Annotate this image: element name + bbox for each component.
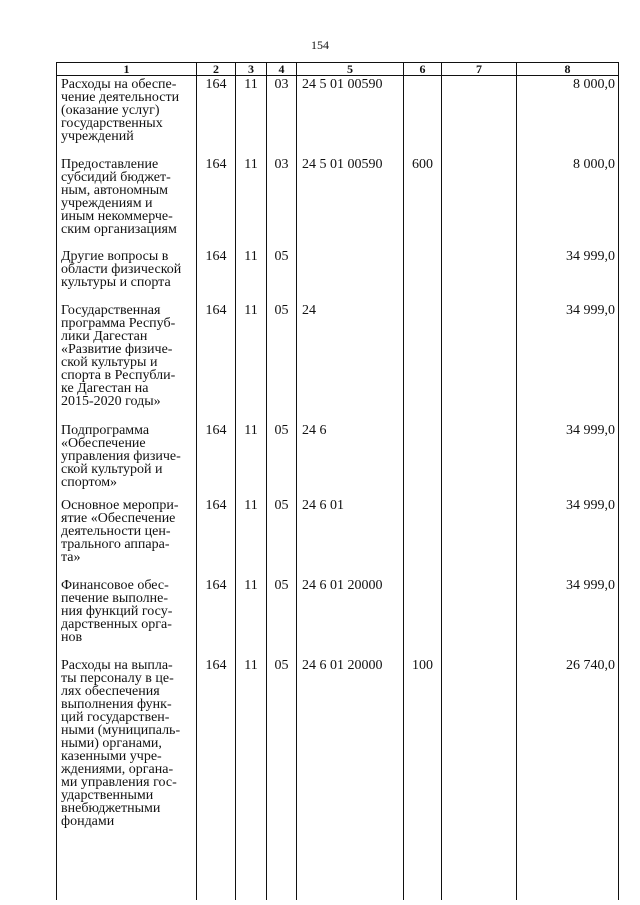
row-cell-col-2: 164 — [197, 76, 236, 157]
row-cell-col-6 — [404, 577, 442, 657]
row-cell-col-5: 24 6 01 20000 — [297, 577, 404, 657]
column-header-2: 2 — [197, 63, 236, 76]
row-cell-col-3: 11 — [236, 302, 267, 422]
row-cell-col-5: 24 5 01 00590 — [297, 156, 404, 248]
row-name-cell: Основное меропри- ятие «Обеспечение деятельности цен- трального аппара- та» — [57, 497, 197, 577]
table-header-row — [57, 63, 619, 76]
row-cell-col-5: 24 5 01 00590 — [297, 76, 404, 157]
row-name-cell: Предоставление субсидий бюджет- ным, автономным учреждениям и иным некоммерче- ским организациям — [57, 156, 197, 248]
row-cell-col-5: 24 6 01 20000 — [297, 657, 404, 859]
column-header-7: 7 — [442, 63, 517, 76]
row-cell-col-2: 164 — [197, 248, 236, 302]
row-cell-col-4: 05 — [267, 497, 297, 577]
filler-cell — [267, 859, 297, 900]
row-cell-col-8: 34 999,0 — [517, 422, 619, 497]
row-cell-col-4: 05 — [267, 577, 297, 657]
row-cell-col-3: 11 — [236, 577, 267, 657]
row-cell-col-4: 03 — [267, 76, 297, 157]
filler-cell — [517, 859, 619, 900]
table-row — [57, 497, 619, 577]
row-cell-col-7 — [442, 302, 517, 422]
row-cell-col-3: 11 — [236, 248, 267, 302]
row-cell-col-7 — [442, 577, 517, 657]
column-header-5: 5 — [297, 63, 404, 76]
row-cell-col-5: 24 — [297, 302, 404, 422]
filler-cell — [297, 859, 404, 900]
row-cell-col-7 — [442, 497, 517, 577]
row-cell-col-4: 05 — [267, 248, 297, 302]
table-row — [57, 156, 619, 248]
row-name-cell: Расходы на выпла- ты персоналу в це- лях обеспечения выполнения функ- ций государствен- ными (муниципаль- ными) органами, казенными учре- ждениями, органа- ми управления гос- ударственными внебюджетными фондами — [57, 657, 197, 859]
row-cell-col-7 — [442, 657, 517, 859]
row-cell-col-8: 8 000,0 — [517, 156, 619, 248]
table-row — [57, 76, 619, 157]
filler-cell — [197, 859, 236, 900]
column-header-8: 8 — [517, 63, 619, 76]
row-cell-col-6 — [404, 302, 442, 422]
row-cell-col-2: 164 — [197, 156, 236, 248]
filler-cell — [442, 859, 517, 900]
row-cell-col-2: 164 — [197, 657, 236, 859]
row-cell-col-3: 11 — [236, 156, 267, 248]
row-cell-col-7 — [442, 76, 517, 157]
row-cell-col-4: 05 — [267, 302, 297, 422]
row-cell-col-4: 03 — [267, 156, 297, 248]
row-cell-col-2: 164 — [197, 577, 236, 657]
row-name-cell: Другие вопросы в области физической культуры и спорта — [57, 248, 197, 302]
filler-cell — [236, 859, 267, 900]
table-row — [57, 577, 619, 657]
column-header-6: 6 — [404, 63, 442, 76]
row-cell-col-2: 164 — [197, 422, 236, 497]
table-filler-row — [57, 859, 619, 900]
row-cell-col-8: 34 999,0 — [517, 248, 619, 302]
row-cell-col-8: 34 999,0 — [517, 302, 619, 422]
row-cell-col-4: 05 — [267, 657, 297, 859]
row-cell-col-2: 164 — [197, 497, 236, 577]
column-header-4: 4 — [267, 63, 297, 76]
row-name-cell: Государственная программа Респуб- лики Дагестан «Развитие физиче- ской культуры и спорта в Республи- ке Дагестан на 2015-2020 годы» — [57, 302, 197, 422]
row-cell-col-8: 8 000,0 — [517, 76, 619, 157]
row-cell-col-6: 100 — [404, 657, 442, 859]
row-cell-col-3: 11 — [236, 497, 267, 577]
row-cell-col-5: 24 6 — [297, 422, 404, 497]
table-body — [57, 76, 619, 901]
column-header-3: 3 — [236, 63, 267, 76]
row-name-cell: Финансовое обес- печение выполне- ния функций госу- дарственных орга- нов — [57, 577, 197, 657]
row-cell-col-5 — [297, 248, 404, 302]
row-name-cell: Подпрограмма «Обеспечение управления физиче- ской культурой и спортом» — [57, 422, 197, 497]
table-row — [57, 422, 619, 497]
row-cell-col-7 — [442, 422, 517, 497]
table-row — [57, 302, 619, 422]
row-cell-col-6: 600 — [404, 156, 442, 248]
row-cell-col-6 — [404, 422, 442, 497]
row-cell-col-2: 164 — [197, 302, 236, 422]
budget-table — [56, 62, 619, 900]
row-cell-col-3: 11 — [236, 657, 267, 859]
column-header-1: 1 — [57, 63, 197, 76]
filler-cell — [57, 859, 197, 900]
row-cell-col-8: 26 740,0 — [517, 657, 619, 859]
row-cell-col-3: 11 — [236, 76, 267, 157]
row-cell-col-7 — [442, 248, 517, 302]
row-cell-col-5: 24 6 01 — [297, 497, 404, 577]
row-cell-col-6 — [404, 497, 442, 577]
row-cell-col-6 — [404, 76, 442, 157]
row-cell-col-8: 34 999,0 — [517, 497, 619, 577]
row-cell-col-7 — [442, 156, 517, 248]
row-name-cell: Расходы на обеспе- чение деятельности (оказание услуг) государственных учреждений — [57, 76, 197, 157]
table-row — [57, 657, 619, 859]
row-cell-col-8: 34 999,0 — [517, 577, 619, 657]
row-cell-col-4: 05 — [267, 422, 297, 497]
row-cell-col-6 — [404, 248, 442, 302]
filler-cell — [404, 859, 442, 900]
page-number: 154 — [311, 38, 329, 52]
table-row — [57, 248, 619, 302]
row-cell-col-3: 11 — [236, 422, 267, 497]
